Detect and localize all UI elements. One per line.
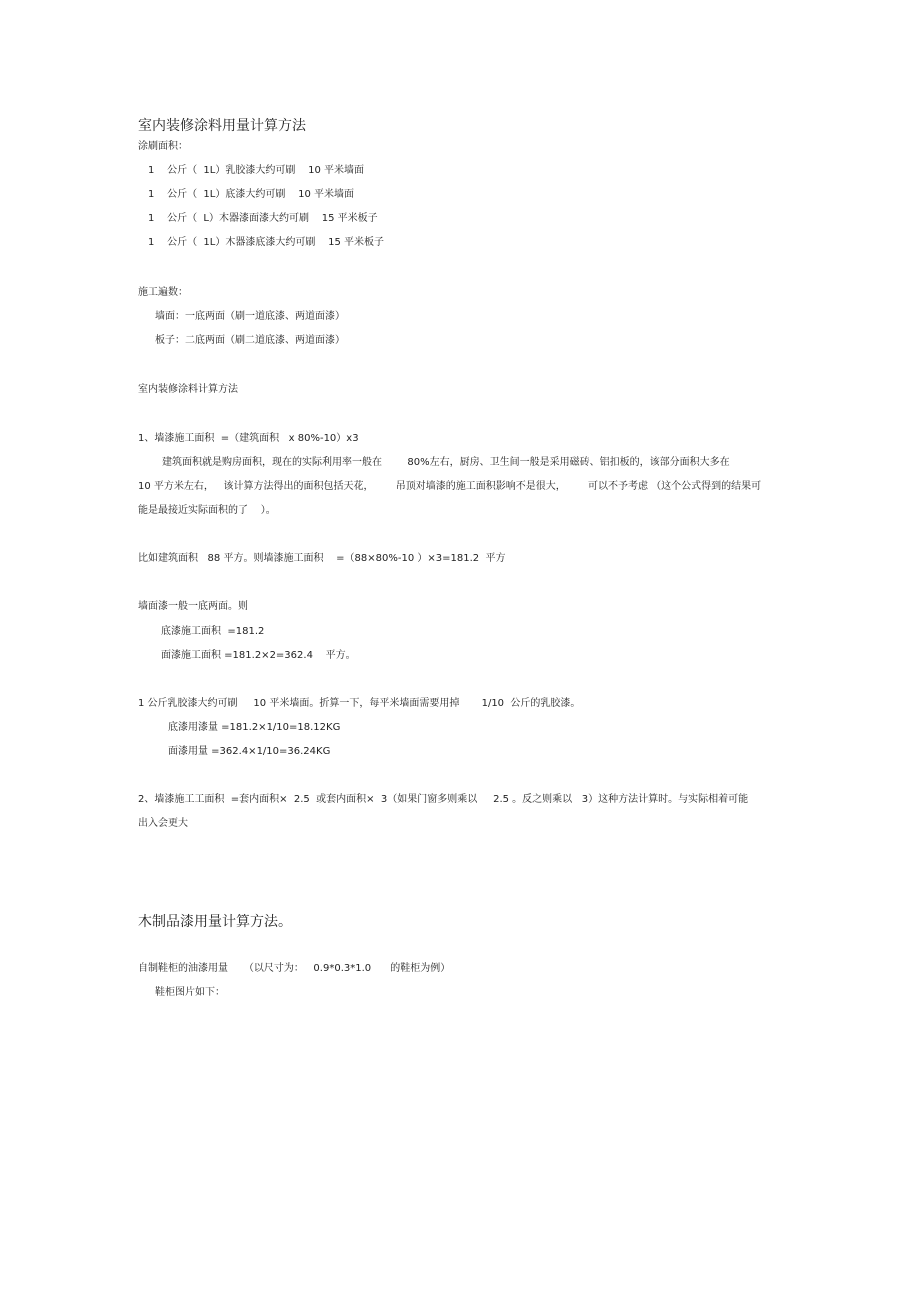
shoe-cabinet-line: 自制鞋柜的油漆用量 （以尺寸为： 0.9*0.3*1.0 的鞋柜为例） bbox=[138, 963, 451, 974]
coats-item: 板子：二底两面（刷二道底漆、两道面漆） bbox=[155, 335, 345, 346]
wall-coats-item: 面漆施工面积 =181.2×2=362.4 平方。 bbox=[161, 650, 356, 661]
document-title: 室内装修涂料用量计算方法 bbox=[138, 118, 306, 134]
coverage-item: 1 公斤（ 1L）木器漆底漆大约可刷 15 平米板子 bbox=[148, 237, 384, 248]
wall-coats-heading: 墙面漆一般一底两面。则 bbox=[138, 601, 248, 612]
method-heading: 室内装修涂料计算方法 bbox=[138, 384, 238, 395]
coats-item: 墙面：一底两面（刷一道底漆、两道面漆） bbox=[155, 311, 345, 322]
latex-line: 1 公斤乳胶漆大约可刷 10 平米墙面。折算一下，每平米墙面需要用掉 1/10 公斤的乳胶漆。 bbox=[138, 698, 581, 709]
formula-1: 1、墙漆施工面积 =（建筑面积 x 80%-10）x3 bbox=[138, 433, 359, 444]
explanation-line: 10 平方米左右， 该计算方法得出的面积包括天花， 吊顶对墙漆的施工面积影响不是很大， 可以不予考虑 （这个公式得到的结果可 bbox=[138, 481, 762, 492]
coverage-heading: 涂刷面积： bbox=[138, 141, 188, 152]
coverage-item: 1 公斤（ L）木器漆面漆大约可刷 15 平米板子 bbox=[148, 213, 378, 224]
cabinet-image-caption: 鞋柜图片如下： bbox=[155, 987, 225, 998]
example-line: 比如建筑面积 88 平方。则墙漆施工面积 =（88×80%-10 ）×3=181.2 平方 bbox=[138, 553, 506, 564]
latex-item: 底漆用漆量 =181.2×1/10=18.12KG bbox=[168, 722, 341, 733]
wood-title: 木制品漆用量计算方法。 bbox=[138, 914, 292, 930]
explanation-line: 能是最接近实际面积的了 ）。 bbox=[138, 505, 276, 516]
coats-heading: 施工遍数： bbox=[138, 287, 188, 298]
wall-coats-item: 底漆施工面积 =181.2 bbox=[161, 626, 265, 637]
explanation-line: 建筑面积就是购房面积，现在的实际利用率一般在 80%左右，厨房、卫生间一般是采用磁砖、铝扣板的，该部分面积大多在 bbox=[162, 457, 730, 468]
coverage-item: 1 公斤（ 1L）底漆大约可刷 10 平米墙面 bbox=[148, 189, 354, 200]
latex-item: 面漆用量 =362.4×1/10=36.24KG bbox=[168, 746, 331, 757]
formula-2: 出入会更大 bbox=[138, 818, 188, 829]
coverage-item: 1 公斤（ 1L）乳胶漆大约可刷 10 平米墙面 bbox=[148, 165, 364, 176]
formula-2: 2、墙漆施工工面积 =套内面积× 2.5 或套内面积× 3（如果门窗多则乘以 2.5 。反之则乘以 3）这种方法计算时。与实际相着可能 bbox=[138, 794, 749, 805]
